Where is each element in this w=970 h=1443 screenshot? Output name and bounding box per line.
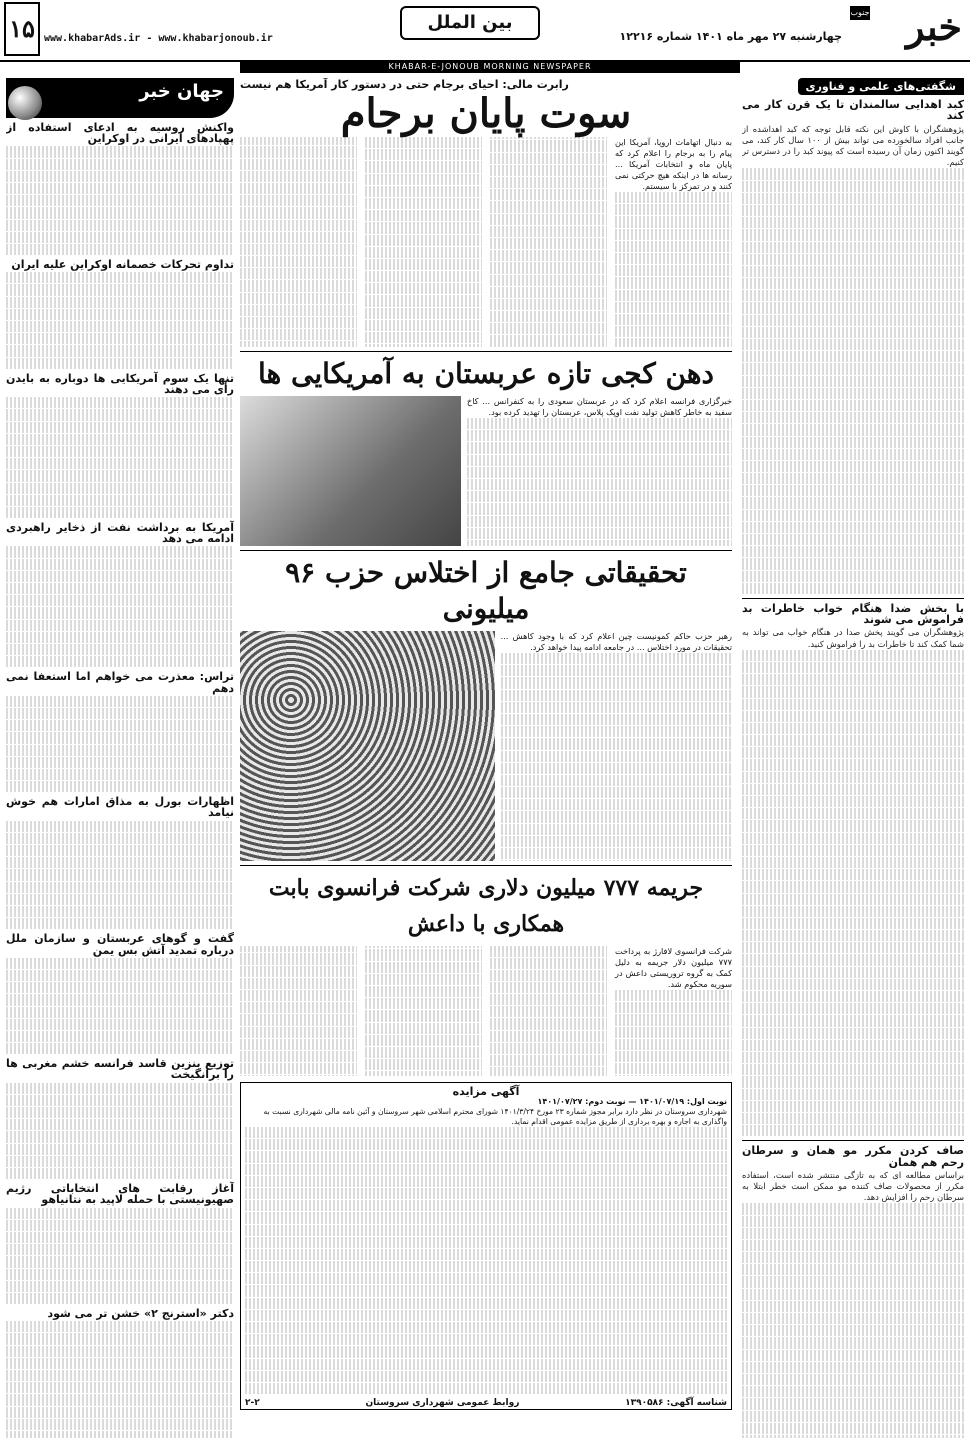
globe-icon	[8, 86, 42, 120]
science-section-tag: شگفتی‌های علمی و فناوری	[798, 78, 965, 95]
right-column	[742, 78, 964, 1438]
left-headline: توزیع بنزین قاسد فرانسه خشم مغربی ها را برانگیخت	[6, 1057, 234, 1082]
logo-text: خبر	[906, 4, 962, 49]
page-number: ۱۵	[4, 2, 40, 56]
main-content	[240, 78, 732, 1438]
lafarge-headline: جریمه ۷۷۷ میلیون دلاری شرکت فرانسوی بابت همکاری با داعش	[268, 875, 704, 937]
story-headline: صاف کردن مکرر مو همان و سرطان رحم هم همان	[742, 1144, 964, 1169]
issue-date: چهارشنبه ۲۷ مهر ماه ۱۴۰۱ شماره ۱۲۲۱۶	[619, 30, 842, 43]
left-headline: تراس: معذرت می خواهم اما استعفا نمی دهم	[6, 670, 234, 695]
saudi-headline: دهن کجی تازه عربستان به آمریکایی ها	[257, 357, 714, 390]
story-headline: با بخش ضدا هنگام خواب خاطرات بد فراموش می شوند	[742, 601, 964, 627]
auction-ad	[240, 1082, 732, 1410]
main-lead: به دنبال اتهامات اروپا، آمریکا این پیام را به برجام را اعلام کرد که پایان ماه و انتخابات آمریکا ... رسانه ها در اینکه هیچ حرکتی نمی کنند و در تمرکز با سیستم.	[615, 137, 732, 191]
left-headline: تداوم تحرکات خصمانه اوکراین علیه ایران	[11, 258, 234, 272]
left-headline: آغاز رقابت های انتخاباتی رژیم صهیونیستی با حمله لاپید به نتانیاهو	[6, 1182, 234, 1207]
main-story-body	[240, 137, 732, 347]
ad-code: شناسه آگهی: ۱۳۹۰۵۸۶	[625, 1398, 727, 1409]
china-headline: تحقیقاتی جامع از اختلاس حزب ۹۶ میلیونی	[285, 556, 687, 625]
main-headline: سوت پایان برجام	[340, 90, 632, 137]
left-headline: اظهارات بورل به مذاق امارات هم خوش نیامد	[6, 795, 234, 820]
left-headline: آمریکا به برداشت نفت از ذخایر راهبردی ادامه می دهد	[6, 521, 234, 546]
section-title: بین الملل	[400, 6, 540, 40]
china-lead: رهبر حزب حاکم کمونیست چین اعلام کرد که با وجود کاهش ... تحقیقات در مورد اختلاس ... در جامعه ادامه پیدا خواهد کرد.	[500, 631, 732, 652]
ad-title: آگهی مزایده	[452, 1085, 520, 1098]
website-url: www.khabarAds.ir - www.khabarjonoub.ir	[44, 33, 273, 44]
ad-body: شهرداری سروستان در نظر دارد برابر مجوز شماره ۲۳ مورخ ۱۴۰۱/۳/۲۴ شورای محترم اسلامی شهر سروستان و آئین نامه مالی شهرداری نسبت به واگذاری به اجاره و بهره برداری از طریق مزایده عمومی اقدام نماید.	[263, 1107, 727, 1126]
story-body: براساس مطالعه ای که به تازگی منتشر شده است، استفاده مکرر از محصولات صاف کننده مو ممکن است خطر ابتلا به سرطان رحم را افزایش دهد.	[742, 1169, 964, 1203]
left-headline: دکتر «استرنج ۲» خشن تر می شود	[47, 1307, 234, 1321]
saudi-story-body	[467, 396, 732, 546]
lafarge-story-body	[240, 946, 732, 1076]
left-column	[6, 78, 234, 1438]
left-headline: گفت و گوهای عربستان و سازمان ملل درباره تمدید آتش بس یمن	[6, 932, 234, 957]
ad-page-ref: ۲-۲	[245, 1398, 260, 1409]
story-body: پژوهشگران با کاوش این نکته قابل توجه که کبد اهداشده از جانب افراد سالخورده می تواند بیش از ۱۰۰ سال کار کند، می گویند اکنون زمان آن رسیده است که پیوند کبد را در دسترس تر کنیم.	[742, 123, 964, 168]
story-body: پژوهشگران می گویند پخش صدا در هنگام خواب می تواند به شما کمک کند تا خاطرات بد را فراموش کنید.	[742, 627, 964, 649]
story-headline: کبد اهدایی سالمندان تا یک قرن کار می کند	[742, 98, 964, 123]
newspaper-logo	[850, 4, 962, 54]
lafarge-lead: شرکت فرانسوی لافارژ به پرداخت ۷۷۷ میلیون دلار جریمه به دلیل کمک به گروه تروریستی داعش در سوریه محکوم شد.	[615, 946, 732, 989]
main-kicker: رابرت مالی: احیای برجام حتی در دستور کار آمریکا هم نیست	[240, 78, 569, 91]
ad-dates: نوبت اول: ۱۴۰۱/۰۷/۱۹ — نوبت دوم: ۱۴۰۱/۰۷/۲۷	[537, 1097, 727, 1106]
newspaper-subtitle: KHABAR-E-JONOUB MORNING NEWSPAPER	[240, 61, 740, 73]
left-headline: تنها یک سوم آمریکایی ها دوباره به بایدن رأی می دهند	[6, 371, 234, 396]
logo-badge: جنوب	[850, 6, 870, 20]
biden-photo	[240, 396, 461, 546]
crowd-photo	[240, 631, 495, 861]
left-headline: واکنش روسیه به ادعای استفاده از پهپادهای ایرانی در اوکراین	[6, 121, 234, 146]
world-news-header: جهان خبر	[6, 78, 234, 118]
china-story-body	[501, 631, 732, 861]
masthead	[0, 0, 970, 62]
ad-footer: روابط عمومی شهرداری سروستان	[365, 1398, 520, 1409]
saudi-lead: خبرگزاری فرانسه اعلام کرد که در عربستان سعودی را به کنفرانس ... کاخ سفید به خاطر کاهش تولید نفت اوپک پلاس، عربستان را تهدید کرده بود.	[466, 396, 732, 417]
